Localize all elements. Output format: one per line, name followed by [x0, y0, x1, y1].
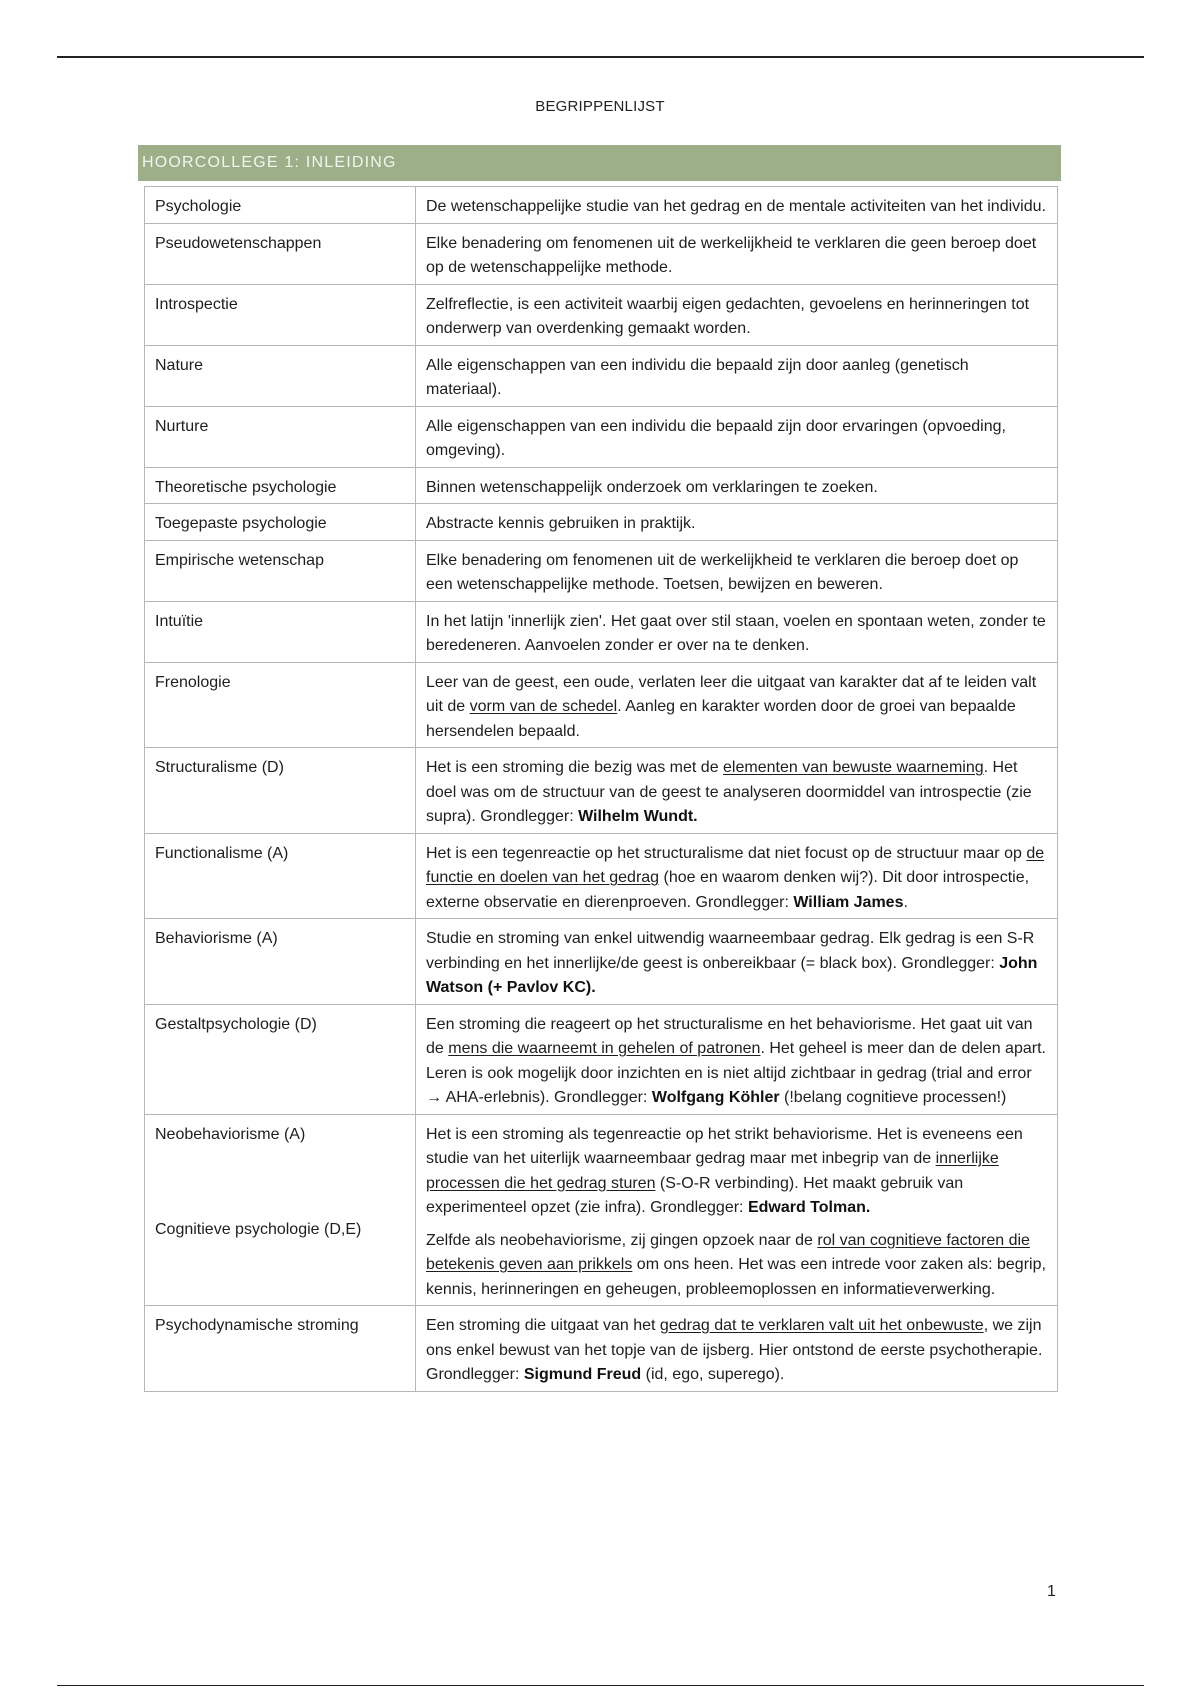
term-cell: Pseudowetenschappen	[145, 223, 416, 284]
definition-text: Zelfde als neobehaviorisme, zij gingen opzoek naar de	[426, 1231, 818, 1249]
table-row	[145, 187, 1058, 224]
table-row	[145, 223, 1058, 284]
definition-cell	[416, 1306, 1058, 1392]
founder-name: Wilhelm Wundt.	[578, 808, 698, 825]
term-cell	[145, 1114, 416, 1212]
definition-text: Het is een stroming die bezig was met de	[426, 759, 724, 776]
definition-text: . Het doel was om de structuur van de geest te analyseren doormiddel van introspectie (zie supra). Grondlegger:	[426, 759, 1032, 825]
underlined-key-phrase: vorm van de schedel	[469, 698, 618, 715]
table-row	[145, 504, 1058, 541]
term-label: Cognitieve psychologie (D,E)	[155, 1221, 362, 1239]
term-cell: Behaviorisme (A)	[145, 919, 416, 1005]
definition-text: .	[903, 893, 908, 911]
table-row	[145, 540, 1058, 601]
definition-cell	[416, 504, 1058, 541]
definition-cell	[416, 601, 1058, 662]
section-heading: HOORCOLLEGE 1: INLEIDING	[138, 145, 1061, 181]
term-cell: Frenologie	[145, 662, 416, 748]
underlined-key-phrase: mens die waarneemt in gehelen of patronen	[448, 1040, 761, 1057]
term-cell: Functionalisme (A)	[145, 833, 416, 919]
definition-text: . Het geheel is meer dan de delen apart. Leren is ook mogelijk door inzichten en is niet altijd zichtbaar in gedrag (trial and error → AHA-erlebnis). Grondlegger:	[426, 1040, 1046, 1106]
table-row	[145, 601, 1058, 662]
table-row	[145, 662, 1058, 748]
page-number: 1	[1047, 1583, 1056, 1600]
term-cell: Nature	[145, 345, 416, 406]
term-cell: Structuralisme (D)	[145, 748, 416, 834]
underlined-key-phrase: gedrag dat te verklaren valt uit het onbewuste	[659, 1317, 984, 1334]
term-cell: Theoretische psychologie	[145, 467, 416, 504]
table-row	[145, 748, 1058, 834]
table-row	[145, 284, 1058, 345]
founder-name: John Watson (+ Pavlov KC).	[426, 954, 1038, 996]
definition-text: Abstracte kennis gebruiken in praktijk.	[426, 515, 696, 532]
glossary-table	[144, 186, 1058, 1392]
definition-text: (hoe en waarom denken wij?). Dit door introspectie, externe observatie en dierenproeven. Grondlegger:	[426, 869, 1030, 911]
definition-text: Binnen wetenschappelijk onderzoek om verklaringen te zoeken.	[426, 478, 878, 496]
definition-cell	[416, 187, 1058, 224]
definition-text: De wetenschappelijke studie van het gedrag en de mentale activiteiten van het individu.	[426, 198, 1046, 215]
definition-cell	[416, 662, 1058, 748]
table-row	[145, 919, 1058, 1005]
underlined-key-phrase: rol van cognitieve factoren die betekenis geven aan prikkels	[426, 1231, 1030, 1273]
table-row	[145, 833, 1058, 919]
definition-text: Alle eigenschappen van een individu die bepaald zijn door ervaringen (opvoeding, omgeving).	[426, 417, 1006, 459]
term-cell: Psychodynamische stroming	[145, 1306, 416, 1392]
term-label: Neobehaviorisme (A)	[155, 1125, 306, 1143]
definition-text: Een stroming die uitgaat van het	[426, 1317, 660, 1334]
definition-cell	[416, 406, 1058, 467]
definition-cell	[416, 1004, 1058, 1114]
underlined-key-phrase: de functie en doelen van het gedrag	[426, 844, 1045, 886]
header-rule	[57, 56, 1144, 58]
term-cell	[145, 1212, 416, 1305]
definition-cell	[416, 223, 1058, 284]
definition-cell	[416, 833, 1058, 919]
table-row	[145, 1114, 1058, 1212]
table-row	[145, 467, 1058, 504]
term-cell: Introspectie	[145, 284, 416, 345]
definition-text: Studie en stroming van enkel uitwendig waarneembaar gedrag. Elk gedrag is een S-R verbinding en het innerlijke/de geest is onbereikbaar (= black box). Grondlegger:	[426, 930, 1035, 972]
term-cell: Psychologie	[145, 187, 416, 224]
table-row	[145, 406, 1058, 467]
term-cell: Gestaltpsychologie (D)	[145, 1004, 416, 1114]
definition-text: Leer van de geest, een oude, verlaten leer die uitgaat van karakter dat af te leiden valt uit de	[426, 673, 1037, 715]
definition-text: . Aanleg en karakter worden door de groei van bepaalde hersendelen bepaald.	[426, 698, 1016, 740]
term-cell: Nurture	[145, 406, 416, 467]
table-row	[145, 1306, 1058, 1392]
definition-cell	[416, 345, 1058, 406]
definition-cell	[416, 1114, 1058, 1306]
table-row	[145, 345, 1058, 406]
founder-name: Wolfgang Köhler	[651, 1089, 780, 1106]
term-cell: Empirische wetenschap	[145, 540, 416, 601]
definition-cell	[416, 919, 1058, 1005]
definition-text: In het latijn 'innerlijk zien'. Het gaat over stil staan, voelen en spontaan weten, zonder te beredeneren. Aanvoelen zonder er over na te denken.	[426, 612, 1046, 654]
definition-text: Het is een stroming als tegenreactie op het strikt behaviorisme. Het is eveneens een studie van het uiterlijk waarneembaar gedrag maar met inbegrip van de	[426, 1125, 1023, 1167]
definition-text: Het is een tegenreactie op het structuralisme dat niet focust op de structuur maar op	[426, 844, 1027, 862]
definition-cell	[416, 467, 1058, 504]
definition-text: Zelfreflectie, is een activiteit waarbij eigen gedachten, gevoelens en herinneringen tot onderwerp van overdenking gemaakt worden.	[426, 295, 1030, 337]
definition-text: (id, ego, superego).	[641, 1366, 785, 1383]
definition-text: Een stroming die reageert op het structuralisme en het behaviorisme. Het gaat uit van de	[426, 1015, 1033, 1057]
table-row	[145, 1004, 1058, 1114]
definition-text: (S-O-R verbinding). Het maakt gebruik van experimenteel opzet (zie infra). Grondlegger:	[426, 1174, 964, 1216]
definition-cell	[416, 748, 1058, 834]
definition-text: Elke benadering om fenomenen uit de werkelijkheid te verklaren die geen beroep doet op de wetenschappelijke methode.	[426, 234, 1037, 276]
term-cell: Intuïtie	[145, 601, 416, 662]
definition-text: Elke benadering om fenomenen uit de werkelijkheid te verklaren die beroep doet op een wetenschappelijke methode. Toetsen, bewijzen en beweren.	[426, 551, 1019, 593]
document-title: BEGRIPPENLIJST	[535, 98, 665, 115]
founder-name: William James	[793, 893, 904, 911]
founder-name: Edward Tolman.	[747, 1199, 871, 1216]
definition-cell	[416, 284, 1058, 345]
founder-name: Sigmund Freud	[523, 1366, 642, 1383]
footer-rule	[57, 1685, 1144, 1686]
definition-text: , we zijn ons enkel bewust van het topje van de ijsberg. Hier ontstond de eerste psychotherapie. Grondlegger:	[426, 1317, 1043, 1383]
term-cell: Toegepaste psychologie	[145, 504, 416, 541]
underlined-key-phrase: innerlijke processen die het gedrag sturen	[426, 1150, 999, 1192]
definition-text: (!belang cognitieve processen!)	[779, 1089, 1007, 1106]
definition-text: om ons heen. Het was een intrede voor zaken als: begrip, kennis, herinneringen en geheugen, probleemoplossen en informatieverwerking.	[426, 1256, 1046, 1298]
underlined-key-phrase: elementen van bewuste waarneming	[723, 759, 984, 776]
definition-cell	[416, 540, 1058, 601]
definition-text: Alle eigenschappen van een individu die bepaald zijn door aanleg (genetisch materiaal).	[426, 356, 969, 398]
